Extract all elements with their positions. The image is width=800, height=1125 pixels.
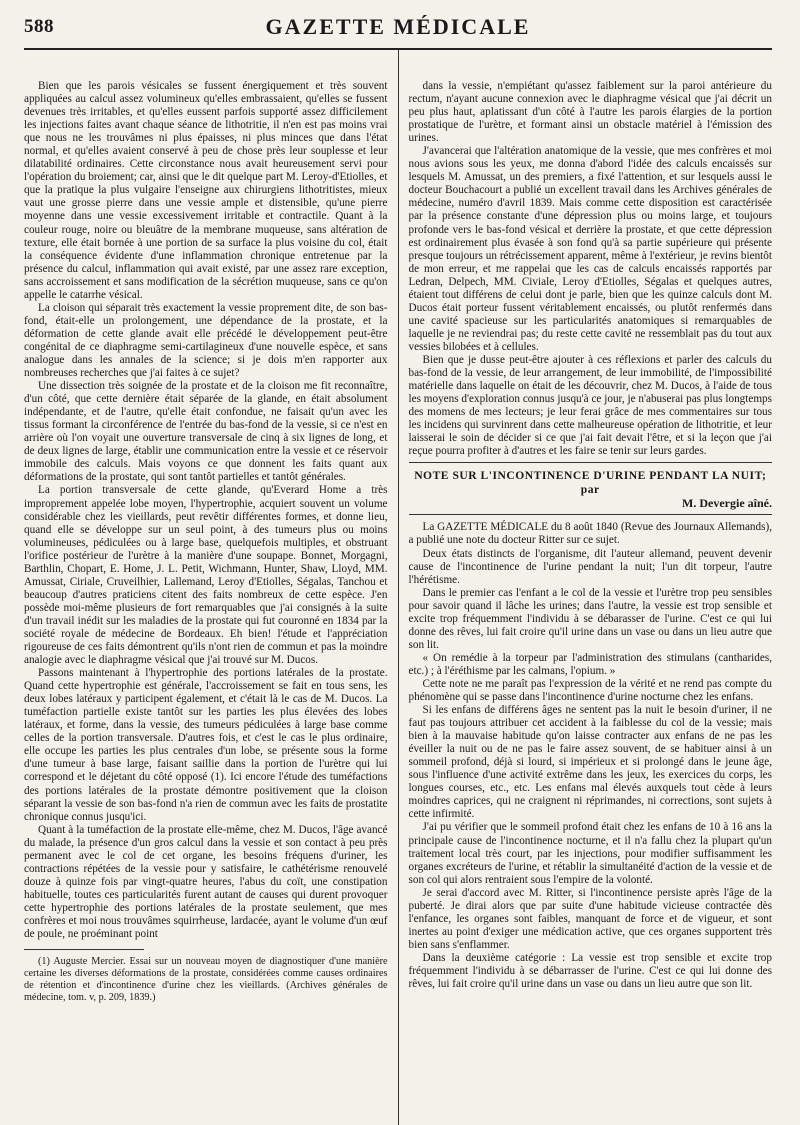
section-rule xyxy=(409,462,773,463)
section-rule xyxy=(409,514,773,515)
paragraph: J'avancerai que l'altération anatomique de la vessie, que mes confrères et moi nous avions sous les yeux, me donna d'abord l'idée des calculs encaissés sur lesquels M. Amussat, un des premiers, a fixé l'attention, et sur lesquels aussi le docteur Bouchacourt a publié un excellent travail dans les Archives générales de médecine, numéro d'avril 1839. Mais comme cette disposition est caractérisée par la présence constante d'une dépression plus ou moins large, et toujours profonde vers le bas-fond vésical et derrière la prostate, et que cette dépression est ordinairement plus évasée à son fond qu'à sa partie supérieure qui présente presque toujours un rétrécissement apparent, même à l'extérieur, je revins bientôt de mon erreur, et me rappelai que les cas de calculs encaissés rapportés par Ledran, Delpech, MM. Civiale, Leroy d'Etiolles, Ségalas et quelques autres, étaient tout différens de celui dont je parle, bien que les quinze calculs dont M. Ducos était porteur fussent véritablement encaissés, ou plutôt renfermés dans une cavité spacieuse sur les particularités anatomiques si remarquables de laquelle je ne reviendrai pas; du reste cette cavité ne ressemblait pas du tout aux vessies bilobées et à cellules. xyxy=(408,145,772,353)
paragraph: Bien que je dusse peut-être ajouter à ces réflexions et parler des calculs du bas-fond de la vessie, de leur arrangement, de leur immobilité, de l'impossibilité matérielle dans laquelle on était de les découvrir, chez M. Ducos, à l'aide de tous les moyens d'exploration connus jusqu'à ce jour, je n'abuserai pas plus longtemps des momens de mes lecteurs; je leur ferai grâce de mes commentaires sur tous les incidens qui survinrent dans cette malheureuse opération de lithotritie, et leur laisserai le soin de décider si ce que j'ai fait devait l'être, et si la leçon que j'ai reçue pourra profiter à d'autres et les faire se tenir sur leurs gardes. xyxy=(408,353,772,458)
paragraph: Je serai d'accord avec M. Ritter, si l'incontinence persiste après l'âge de la puberté. Je dirai alors que par suite d'une habitude vicieuse contractée dès l'enfance, les organes sont faibles, manquant de force et de vigueur, et sont inertes au point d'exiger une médication active, que ces organes supportent très bien sans s'enflammer. xyxy=(408,886,772,951)
note-title: NOTE SUR L'INCONTINENCE D'URINE PENDANT LA NUIT; par xyxy=(414,469,767,497)
footnote: (1) Auguste Mercier. Essai sur un nouveau moyen de diagnostiquer d'une manière certaine les diverses déformations de la prostate, considérées comme causes ordinaires de rétention et d'incontinence d'urine chez les vieillards. (Archives générales de médecine, tom. v, p. 209, 1839.) xyxy=(24,956,388,1004)
paragraph: J'ai pu vérifier que le sommeil profond était chez les enfans de 10 à 16 ans la principale cause de l'incontinence nocturne, et il n'a fallu chez la plupart qu'un traitement local très court, par les injections, pour modifier suffisamment les organes excréteurs de l'urine, et rétablir la simultanéité d'action de la vessie et de son col qui alors rentraient sous l'empire de la volonté. xyxy=(408,821,772,886)
left-column xyxy=(24,50,399,1125)
paragraph: Dans la deuxième catégorie : La vessie est trop sensible et excite trop fréquemment l'individu à se débarrasser de l'urine. C'est ce qui lui donne des rêves, lui fait croire qu'il urine dans un vase ou dans un lieu autre que son lit. xyxy=(408,951,772,991)
paragraph: La cloison qui séparait très exactement la vessie proprement dite, de son bas-fond, était-elle un prolongement, une dépendance de la prostate, et la déformation de cette glande avait elle précédé le développement peut-être congénital de ce diaphragme semi-cartilagineux d'une nouvelle espèce, et sans analogue dans les annales de la science; si je dois m'en rapporter aux nombreuses recherches que j'ai faites à ce sujet? xyxy=(24,301,388,380)
footnote-rule xyxy=(24,949,144,950)
page-number: 588 xyxy=(24,16,54,37)
paragraph: Deux états distincts de l'organisme, dit l'auteur allemand, peuvent devenir cause de l'incontinence de l'urine pendant la nuit; l'un dit torpeur, l'autre l'hérétisme. xyxy=(408,547,772,586)
paragraph: Bien que les parois vésicales se fussent énergiquement et très souvent appliquées au calcul assez volumineux qu'elles embrassaient, qu'elles se fussent devenues très irritables, et qu'elles eussent parfois supporté assez difficilement les injections faites avant chaque séance de lithotritie, il n'en est pas moins vrai que nous ne les trouvâmes ni plus épaisses, ni plus minces que dans l'état normal, et qu'elles avaient conservé à peu de chose près leur souplesse et leur dilatabilité ordinaires. Cette circonstance nous avait heureusement servi pour l'opération du broiement; car, ainsi que le dit quelque part M. Leroy-d'Etiolles, et que la pratique la plus vulgaire l'enseigne aux chirurgiens lithotritistes, mieux vaut une grosse pierre dans une vessie ample et distensible, qu'une pierre moyenne dans une vessie excessivement irritable et contractile. Quant à la couleur rouge, noire ou bleuâtre de la membrane muqueuse, sans altération de texture, elle était bornée à une portion de sa surface la plus voisine du col, était la conséquence évidente d'une inflammation chronique entretenue par la présence du calcul, inflammation qui avait existé, par une assez rare exception, sans accroissement et sans modification de la sécrétion muqueuse, sans ce qu'on appelle le catarrhe vésical. xyxy=(24,80,388,301)
paragraph: La GAZETTE MÉDICALE du 8 août 1840 (Revue des Journaux Allemands), a publié une note du docteur Ritter sur ce sujet. xyxy=(408,521,772,547)
note-author: M. Devergie aîné. xyxy=(682,496,772,511)
header-rule xyxy=(24,48,772,50)
paragraph: Une dissection très soignée de la prostate et de la cloison me fit reconnaître, d'un côté, que cette dernière était séparée de la glande, en était absolument indépendante, et de l'autre, qu'elle était confondue, ne faisait qu'un avec les tissus formant la circonférence de l'entrée du bas-fond de la vessie, si ce n'est en arrière où l'on voyait une ouverture transversale de cinq à six lignes de long, et de deux lignes de large, établir une communication entre la vessie et ce réservoir immobile des calculs. Mais voyons ce que donnent les faits quant aux déformations de la prostate, qui sont tantôt partielles et tantôt générales. xyxy=(24,380,388,484)
paragraph: Si les enfans de différens âges ne sentent pas la nuit le besoin d'uriner, il ne faut pas toujours attribuer cet accident à la faiblesse du col de la vessie; mais bien à la mauvaise habitude qu'on laisse contracter aux enfans de ne pas les éveiller la nuit ou de ne pas le faire assez souvent, de se habituer ainsi à un sommeil profond, déjà si lourd, si impérieux et si prolongé dans le jeune âge, sous l'influence d'une activité extrême dans les jeux, les exercices du corps, les longues courses, etc., etc. Les enfans mal élevés auxquels tout cède à leurs moindres caprices, qui ne craignent ni réprimandes, ni corrections, sont sujets à cette infirmité. xyxy=(408,704,772,821)
paragraph: La portion transversale de cette glande, qu'Everard Home a très improprement appelée lobe moyen, l'hypertrophie, acquiert souvent un volume considérable chez les vieillards, peut revêtir différentes formes, et donne lieu, quand elle se développe sur un seul point, à des tumeurs plus ou moins volumineuses, pédiculées ou à large base, quelquefois multiples, et obstruant l'orifice postérieur de l'urètre à la manière d'une soupape. Bonnet, Morgagni, Barthlin, Chopart, E. Home, J. L. Petit, Wichmann, Hunter, Shaw, Lloyd, MM. Amussat, Ciriale, Cruveilhier, Lallemand, Leroy d'Etiolles, Ségalas, Tanchou et beaucoup d'autres praticiens citent des faits nombreux de cette espèce. J'en possède moi-même plusieurs de fort remarquables que j'ai consignés à la suite d'un travail inédit sur les maladies de la prostate qui fut couronné en 1834 par la société royale de médecine de Bordeaux. Eh bien! l'étude et l'appréciation rigoureuse de ces faits démontrent qu'ils n'ont rien de commun et pas la moindre analogie avec le diaphragme vésical que j'ai trouvé sur M. Ducos. xyxy=(24,484,388,667)
running-title: GAZETTE MÉDICALE xyxy=(265,14,531,39)
paragraph: Dans le premier cas l'enfant a le col de la vessie et l'urètre trop peu sensibles pour savoir quand il lâche les urines; dans l'autre, la vessie est trop sensible et excite trop fréquemment l'individu à se débarasser de l'urine. C'est ce qui lui donne des rêves, lui fait croire qu'il urine dans un vase ou dans un lieu autre que son lit. xyxy=(408,586,772,651)
paragraph: « On remédie à la torpeur par l'administration des stimulans (cantharides, etc.) ; à l'éréthisme par les calmans, l'opium. » xyxy=(408,651,772,677)
paragraph: Cette note ne me paraît pas l'expression de la vérité et ne rend pas compte du phénomène qui se passe dans l'incontinence d'urine nocturne chez les enfans. xyxy=(408,677,772,704)
paragraph: Passons maintenant à l'hypertrophie des portions latérales de la prostate. Quand cette hypertrophie est générale, l'accroissement se fait en tous sens, les deux lobes latéraux y participent également, et c'était là le cas de M. Ducos. La tuméfaction partielle existe tantôt sur les parties les plus élevées des lobes latéraux, et forme, dans la vessie, des tumeurs pédiculées à large base comme celles de la portion transversale. D'autres fois, et c'est le cas le plus ordinaire, elle occupe les parties les plus centrales d'un lobe, se présente sous la forme d'une tumeur à base large, faisant saillie dans la portion de l'urètre qui lui correspond et le déjetant du côté opposé (1). Ici encore l'étude des tuméfactions des portions latérales de la prostate démontre positivement que la cloison séparant la vessie de son bas-fond n'a rien de commun avec les faits de prostatite chronique connus jusqu'ici. xyxy=(24,667,388,823)
paragraph: Quant à la tuméfaction de la prostate elle-même, chez M. Ducos, l'âge avancé du malade, la présence d'un gros calcul dans la vessie et son contact à peu près permanent avec le col de cet organe, les besoins fréquens d'uriner, les contractions répétées de la vessie pour y satisfaire, le cathétérisme renouvelé douze à quinze fois par vingt-quatre heures, l'abus du coït, une constipation habituelle, toutes ces particularités furent autant de causes qui durent provoquer cette hypertrophie des portions latérales de la prostate seulement, que mes confrères et moi nous trouvâmes squirrheuse, lardacée, ayant le volume d'un œuf de poule, ne proéminant point xyxy=(24,823,388,941)
body-columns xyxy=(24,50,772,1125)
right-column xyxy=(399,50,773,1125)
paragraph: dans la vessie, n'empiétant qu'assez faiblement sur la paroi antérieure du rectum, n'ayant aucune connexion avec le diaphragme vésical que j'ai décrit un peu plus haut, aplatissant d'un côté à l'autre les parois élargies de la portion prostatique de l'urètre, et formant ainsi un obstacle matériel à l'émission des urines. xyxy=(408,80,772,145)
page-header xyxy=(24,14,772,50)
